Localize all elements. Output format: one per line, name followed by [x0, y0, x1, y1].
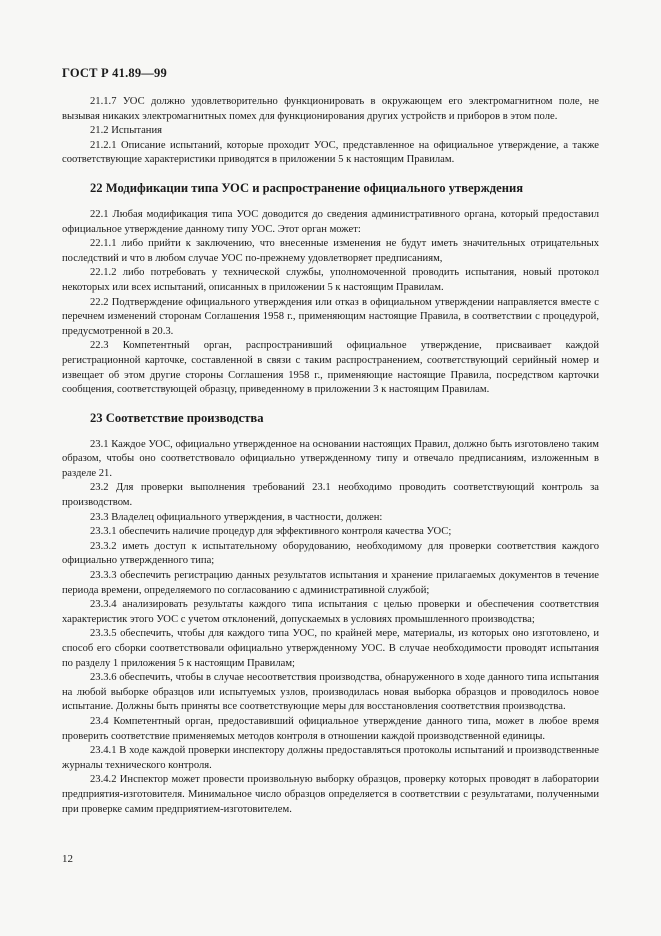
paragraph: 21.2.1 Описание испытаний, которые проходит УОС, представленное на официальное утверждение, а также соответствующие характеристики приводятся в приложении 5 к настоящим Правилам.	[62, 139, 599, 166]
paragraph: 22.1.1 либо прийти к заключению, что внесенные изменения не будут иметь значительных отрицательных последствий и что в любом случае УОС по-прежнему удовлетворяет предписаниям,	[62, 238, 599, 264]
paragraph: 23.1 Каждое УОС, официально утвержденное на основании настоящих Правил, должно быть изготовлено таким образом, чтобы оно соответствовало официально утвержденному типу и отвечало предписаниям, изложенным в разделе 21.	[62, 438, 599, 479]
section-heading: 22 Модификации типа УОС и распространение официального утверждения	[90, 180, 524, 195]
paragraph: 23.4.2 Инспектор может провести произвольную выборку образцов, проверку которых проводят в лаборатории предприятия-изготовителя. Минимальное число образцов определяется в соответствии с результатами, полученными при проверке самим предприятием-изготовителем.	[62, 774, 599, 815]
paragraph: 23.4.1 В ходе каждой проверки инспектору должны предоставляться протоколы испытаний и производственные журналы технического контроля.	[62, 745, 599, 771]
paragraph: 23.2 Для проверки выполнения требований 23.1 необходимо проводить соответствующий контроль за производством.	[62, 482, 599, 509]
paragraph: 22.1 Любая модификация типа УОС доводится до сведения административного органа, который предоставил официальное утверждение данному типу УОС. Этот орган может:	[62, 208, 599, 235]
paragraph: 23.3 Владелец официального утверждения, в частности, должен:	[90, 511, 383, 523]
paragraph: 23.3.1 обеспечить наличие процедур для эффективного контроля качества УОС;	[90, 526, 452, 538]
paragraph: 21.2 Испытания	[90, 125, 162, 137]
section-heading: 23 Соответствие производства	[90, 410, 264, 425]
paragraph: 23.3.4 анализировать результаты каждого типа испытания с целью проверки и обеспечения соответствия характеристик этого УОС с учетом отклонений, допускаемых в условиях промышленного производства;	[62, 599, 599, 625]
paragraph: 21.1.7 УОС должно удовлетворительно функционировать в окружающем его электромагнитном поле, не вызывая никаких электромагнитных помех для функционирования других устройств и приборов в этом поле.	[62, 96, 599, 122]
paragraph: 23.3.5 обеспечить, чтобы для каждого типа УОС, по крайней мере, материалы, из которых оно изготовлено, и способ его сборки соответствовали официально утвержденному УОС. В случае необходимости проводят испытания по разделу 1 приложения 5 к настоящим Правилам;	[62, 628, 599, 669]
paragraph: 23.3.6 обеспечить, чтобы в случае несоответствия производства, обнаруженного в ходе данного типа испытания на любой выборке образцов или испытуемых узлов, производилась новая выборка образцов и проводилось новое испытание. Должны быть приняты все соответствующие меры для восстановления соответствия производства.	[62, 672, 599, 713]
paragraph: 23.3.2 иметь доступ к испытательному оборудованию, необходимому для проверки соответствия каждого официально утвержденного типа;	[62, 540, 599, 567]
document-body	[62, 95, 599, 817]
paragraph: 22.3 Компетентный орган, распространивший официальное утверждение, присваивает каждой регистрационной карточке, составленной в связи с таким распространением, соответствующий серийный номер и извещает об этом другие стороны Соглашения 1958 г., применяющие настоящие Правила, посредством карточки сообщения, соответствующей образцу, приведенному в приложении 3 к настоящим Правилам.	[62, 340, 599, 396]
paragraph: 23.3.3 обеспечить регистрацию данных результатов испытания и хранение прилагаемых документов в течение периода времени, определяемого по согласованию с административной службой;	[62, 570, 599, 596]
page-number: 12	[62, 853, 73, 865]
paragraph: 22.2 Подтверждение официального утверждения или отказ в официальном утверждении направляется вместе с перечнем изменений сторонам Соглашения 1958 г., применяющим настоящие Правила, в соответствии с процедурой, предусмотренной в 20.3.	[62, 296, 599, 337]
paragraph: 23.4 Компетентный орган, предоставивший официальное утверждение данного типа, может в любое время проверить соответствие применяемых методов контроля в отношении каждой производственной единицы.	[62, 715, 599, 742]
document-header: ГОСТ Р 41.89—99	[62, 66, 167, 80]
paragraph: 22.1.2 либо потребовать у технической службы, уполномоченной проводить испытания, новый протокол некоторых или всех испытаний, описанных в приложении 5 к настоящим Правилам.	[62, 267, 599, 293]
